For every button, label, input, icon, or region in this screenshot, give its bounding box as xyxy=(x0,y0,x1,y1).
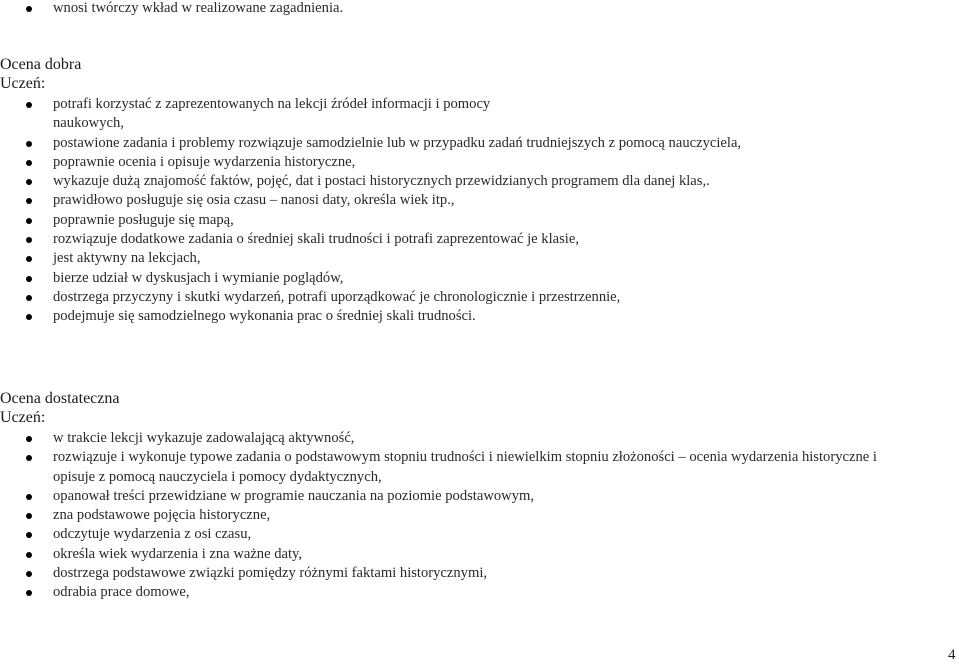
list-item: zna podstawowe pojęcia historyczne, xyxy=(0,506,920,525)
bullet-icon xyxy=(26,218,32,224)
bullet-icon xyxy=(26,295,32,301)
bullet-icon xyxy=(26,571,32,577)
list-item: wnosi twórczy wkład w realizowane zagadnienia. xyxy=(0,0,930,18)
top-bullet-list xyxy=(0,0,930,18)
list-item: poprawnie ocenia i opisuje wydarzenia historyczne, xyxy=(0,153,850,172)
list-item: opanował treści przewidziane w programie nauczania na poziomie podstawowym, xyxy=(0,487,920,506)
list-item: odczytuje wydarzenia z osi czasu, xyxy=(0,525,920,544)
list-item: postawione zadania i problemy rozwiązuje samodzielnie lub w przypadku zadań trudniejszych z pomocą nauczyciela, xyxy=(0,134,850,153)
bullet-icon xyxy=(26,160,32,166)
bullet-icon xyxy=(26,436,32,442)
list-item: bierze udział w dyskusjach i wymianie poglądów, xyxy=(0,269,850,288)
section-subheading-good: Uczeń: xyxy=(0,75,46,92)
bullet-icon xyxy=(26,6,32,12)
bullet-icon xyxy=(26,102,32,108)
list-item: wykazuje dużą znajomość faktów, pojęć, dat i postaci historycznych przewidzianych programem dla danej klas,. xyxy=(0,172,850,191)
section-heading-sufficient: Ocena dostateczna xyxy=(0,390,120,407)
list-item: w trakcie lekcji wykazuje zadowalającą aktywność, xyxy=(0,429,920,448)
bullet-icon xyxy=(26,256,32,262)
bullet-icon xyxy=(26,237,32,243)
list-item: określa wiek wydarzenia i zna ważne daty, xyxy=(0,545,920,564)
bullet-icon xyxy=(26,198,32,204)
page-number: 4 xyxy=(948,647,956,663)
bullet-icon xyxy=(26,455,32,461)
bullet-icon xyxy=(26,179,32,185)
bullet-icon xyxy=(26,276,32,282)
section-heading-good: Ocena dobra xyxy=(0,56,82,73)
list-item: potrafi korzystać z zaprezentowanych na lekcji źródeł informacji i pomocy naukowych, xyxy=(0,95,850,134)
list-item: dostrzega przyczyny i skutki wydarzeń, potrafi uporządkować je chronologicznie i przestrzennie, xyxy=(0,288,850,307)
bullet-icon xyxy=(26,552,32,558)
list-item: podejmuje się samodzielnego wykonania prac o średniej skali trudności. xyxy=(0,307,850,326)
bullet-icon xyxy=(26,494,32,500)
bullet-icon xyxy=(26,513,32,519)
list-item: odrabia prace domowe, xyxy=(0,583,920,602)
list-item: poprawnie posługuje się mapą, xyxy=(0,211,850,230)
bullet-icon xyxy=(26,590,32,596)
list-item: jest aktywny na lekcjach, xyxy=(0,249,850,268)
bullet-icon xyxy=(26,141,32,147)
list-item: rozwiązuje i wykonuje typowe zadania o podstawowym stopniu trudności i niewielkim stopniu złożoności – ocenia wydarzenia historyczne i opisuje z pomocą nauczyciela i pomocy dydaktycznych, xyxy=(0,448,920,487)
section-subheading-sufficient: Uczeń: xyxy=(0,409,46,426)
list-item: prawidłowo posługuje się osia czasu – nanosi daty, określa wiek itp., xyxy=(0,191,850,210)
sufficient-criteria-list xyxy=(0,429,920,603)
good-criteria-list xyxy=(0,95,850,327)
list-item: dostrzega podstawowe związki pomiędzy różnymi faktami historycznymi, xyxy=(0,564,920,583)
list-item: rozwiązuje dodatkowe zadania o średniej skali trudności i potrafi zaprezentować je klasie, xyxy=(0,230,850,249)
bullet-icon xyxy=(26,532,32,538)
bullet-icon xyxy=(26,314,32,320)
